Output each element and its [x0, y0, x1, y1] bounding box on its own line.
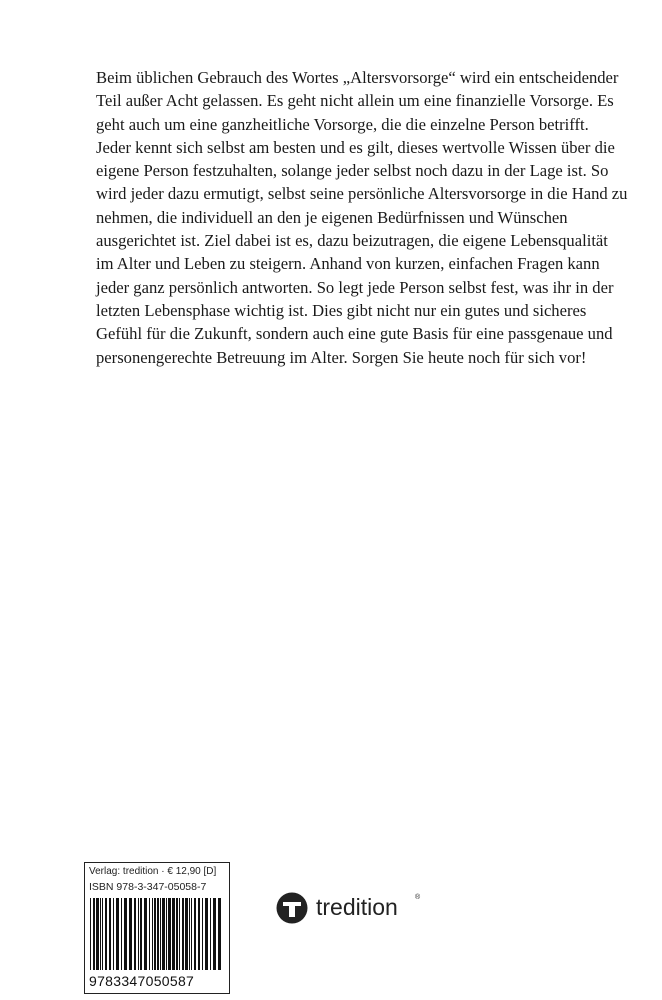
barcode-bar	[154, 898, 156, 970]
barcode-label	[84, 862, 230, 994]
blurb-line: nehmen, die individuell an den je eigenen Bedürfnissen und Wünschen	[96, 207, 568, 227]
barcode-bar	[138, 898, 139, 970]
barcode-bar	[210, 898, 211, 970]
barcode-bar	[189, 898, 190, 970]
blurb-line: letzten Lebensphase wichtig ist. Dies gibt nicht nur ein gutes und sicheres	[96, 300, 587, 320]
barcode-bar	[129, 898, 132, 970]
tredition-logo-icon	[276, 892, 308, 924]
barcode-bar	[157, 898, 159, 970]
barcode-bar	[102, 898, 103, 970]
barcode-bar	[166, 898, 167, 970]
barcode-bar	[149, 898, 150, 970]
barcode-bar	[116, 898, 119, 970]
blurb-line: im Alter und Leben zu steigern. Anhand von kurzen, einfachen Fragen kann	[96, 254, 600, 274]
barcode-bar	[191, 898, 192, 970]
blurb-line: personengerechte Betreuung im Alter. Sorgen Sie heute noch für sich vor!	[96, 347, 587, 367]
blurb-line: jeder ganz persönlich antworten. So legt jede Person selbst fest, was ihr in der	[96, 277, 614, 297]
barcode-bar	[218, 898, 221, 970]
barcode-bar	[202, 898, 203, 970]
barcode-bar	[134, 898, 136, 970]
barcode-bar	[152, 898, 153, 970]
barcode-bar	[176, 898, 178, 970]
barcode-bar	[194, 898, 196, 970]
barcode-bar	[172, 898, 175, 970]
barcode-bar	[113, 898, 114, 970]
back-cover-blurb	[96, 66, 636, 369]
registered-mark: ®	[415, 894, 421, 901]
barcode-bar	[179, 898, 180, 970]
publisher-price: Verlag: tredition · € 12,90 [D]	[89, 866, 217, 877]
barcode-bar	[140, 898, 142, 970]
blurb-line: Teil außer Acht gelassen. Es geht nicht allein um eine finanzielle Vorsorge. Es	[96, 91, 614, 111]
barcode-bar	[144, 898, 147, 970]
blurb-line: Gefühl für die Zukunft, sondern auch eine gute Basis für eine passgenaue und	[96, 324, 613, 344]
barcode-bar	[162, 898, 165, 970]
blurb-line: wird jeder dazu ermutigt, selbst seine persönliche Altersvorsorge in die Hand zu	[96, 184, 628, 204]
barcode-bar	[124, 898, 127, 970]
barcode-bars	[88, 898, 226, 970]
blurb-line: geht auch um eine ganzheitliche Vorsorge, die die einzelne Person betrifft.	[96, 114, 589, 134]
blurb-line: Jeder kennt sich selbst am besten und es gilt, dieses wertvolle Wissen über die	[96, 137, 615, 157]
blurb-line: ausgerichtet ist. Ziel dabei ist es, dazu beizutragen, die eigene Lebensqualität	[96, 231, 608, 251]
barcode-bar	[182, 898, 184, 970]
barcode-bar	[198, 898, 200, 970]
barcode-bar	[160, 898, 161, 970]
barcode-bar	[213, 898, 216, 970]
barcode-bar	[93, 898, 95, 970]
barcode-bar	[90, 898, 91, 970]
blurb-line: Beim üblichen Gebrauch des Wortes „Altersvorsorge“ wird ein entscheidender	[96, 68, 619, 87]
barcode-bar	[121, 898, 122, 970]
barcode-bar	[205, 898, 208, 970]
barcode-bar	[109, 898, 111, 970]
barcode-bar	[168, 898, 171, 970]
barcode-bar	[100, 898, 101, 970]
logo-wordmark: tredition	[316, 894, 398, 920]
blurb-line: eigene Person festzuhalten, solange jeder selbst noch dazu in der Lage ist. So	[96, 161, 609, 181]
barcode-bar	[105, 898, 107, 970]
isbn-text: ISBN 978-3-347-05058-7	[89, 881, 207, 893]
barcode-number: 9783347050587	[89, 973, 195, 989]
barcode-bar	[96, 898, 99, 970]
barcode-bar	[185, 898, 188, 970]
